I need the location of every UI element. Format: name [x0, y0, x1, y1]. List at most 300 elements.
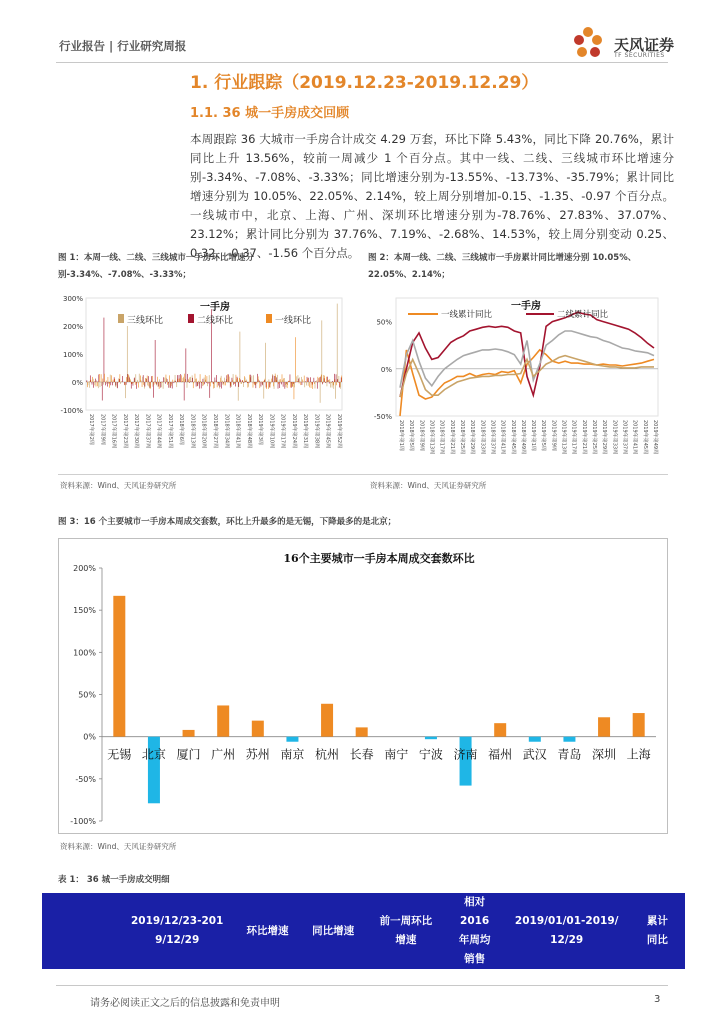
bar-mark: [246, 381, 247, 382]
bar-mark: [168, 382, 169, 388]
bar-mark: [133, 382, 134, 386]
bar-mark: [323, 382, 324, 383]
page-number: 3: [654, 994, 661, 1005]
table-header-row: [42, 893, 685, 969]
bar-mark: [172, 382, 173, 388]
footer-divider: [56, 985, 668, 986]
bar-mark: [233, 382, 234, 385]
x-tick-label: 2018年第37周: [489, 420, 496, 455]
bar-mark: [112, 382, 113, 385]
bar-mark: [282, 374, 283, 382]
bar-mark: [230, 382, 231, 386]
bar-mark: [292, 382, 293, 387]
x-tick-label: 2017年第9周: [99, 414, 106, 445]
city-bar: [356, 727, 368, 736]
bar-mark: [236, 379, 237, 382]
bar-mark: [205, 375, 206, 382]
bar-mark: [162, 382, 163, 383]
legend-label: 一线累计同比: [441, 310, 493, 320]
bar-mark: [266, 382, 267, 389]
table1-caption: 表 1： 36 城一手房成交明细: [58, 875, 170, 885]
bar-mark: [302, 382, 303, 385]
bar-mark: [190, 377, 191, 382]
bar-mark: [170, 382, 171, 388]
header-ytd-yoy: 累计同比: [646, 915, 668, 946]
x-tick-label: 2019年第24周: [290, 414, 297, 449]
bar-mark: [137, 382, 138, 383]
bar-mark: [203, 379, 204, 382]
x-tick-label: 2019年第33周: [611, 420, 618, 455]
y-tick-label: -100%: [70, 817, 96, 826]
y-tick-label: 0%: [380, 365, 392, 374]
bar-mark: [163, 382, 164, 389]
bar-mark: [174, 381, 175, 382]
bar-mark: [289, 381, 290, 382]
bar-mark: [193, 382, 194, 388]
x-tick-label: 2018年第33周: [479, 420, 486, 455]
x-tick-label: 2019年第52周: [336, 414, 342, 449]
bar-mark: [327, 377, 328, 382]
city-label: 济南: [453, 747, 478, 762]
y-tick-label: 100%: [73, 648, 96, 658]
bar-mark: [299, 382, 300, 383]
bar-mark: [118, 378, 119, 382]
bar-mark: [278, 382, 279, 384]
bar-mark: [257, 382, 258, 384]
bar-mark: [117, 382, 118, 388]
bar-mark: [285, 382, 286, 389]
bar-mark: [192, 378, 193, 382]
bar-mark: [321, 375, 322, 382]
city-label: 南京: [280, 747, 305, 762]
table-header-cell: [446, 893, 504, 969]
bar-mark: [335, 379, 336, 382]
figure3-source: 资料来源：Wind、天风证券研究所: [60, 842, 177, 851]
x-tick-label: 2018年第49周: [519, 420, 526, 455]
bar-mark: [309, 382, 310, 387]
chart-title: 一手房: [200, 302, 230, 313]
bar-mark: [281, 382, 282, 384]
bar-mark: [225, 381, 226, 382]
summary-text: 本周跟踪 36 大城市一手房合计成交 4.29 万套，环比下降 5.43%，同比下降 20.76%，累计同比上升 13.56%，较前一周减少 1 个百分点。其中一线、二线、三线城市环比增速分别-3.34%、-7.08%、-3.33%；同比增速分别为-13.55%、-13.73%、-35.79%；累计同比增速分别为 10.05%、22.05%、2.14%，较上周分别增加-0.15、-1.35、-0.97 个百分点。一线城市中，北京、上海、广州、深圳环比增速分别为-78.76%、27.83%、37.07%、23.12%；累计同比分别为 37.76%、7.19%、-2.68%、14.53%，较上周分别变动 0.25、0.32、-0.37、-1.56 个百分点。: [190, 132, 674, 260]
bar-mark: [227, 375, 228, 382]
bar-mark: [154, 381, 155, 382]
bar-mark: [114, 377, 115, 382]
bar-mark: [217, 382, 218, 383]
bar-mark: [184, 382, 185, 400]
bar-mark: [161, 382, 162, 387]
city-label: 宁波: [418, 747, 443, 762]
bar-mark: [223, 382, 224, 384]
header-yoy: 同比增速: [312, 924, 355, 937]
bar-mark: [182, 381, 183, 382]
bar-mark: [196, 382, 197, 387]
bar-mark: [255, 382, 256, 385]
bar-mark: [262, 382, 263, 385]
x-tick-label: 2018年第5周: [408, 420, 415, 451]
bar-mark: [151, 381, 152, 382]
bar-mark: [283, 378, 284, 382]
bar-mark: [147, 376, 148, 382]
bar-mark: [322, 320, 323, 382]
bar-mark: [104, 374, 105, 382]
bar-mark: [214, 382, 215, 388]
bar-mark: [289, 381, 290, 382]
city-label: 青岛: [557, 747, 582, 762]
bar-mark: [103, 382, 104, 385]
bar-mark: [336, 374, 337, 382]
chart-title: 16个主要城市一手房本周成交套数环比: [283, 552, 475, 565]
city-bar: [633, 713, 645, 737]
bar-mark: [332, 381, 333, 382]
bar-mark: [311, 382, 312, 388]
bar-mark: [91, 380, 92, 382]
bar-mark: [183, 377, 184, 382]
bar-mark: [219, 382, 220, 388]
bar-mark: [302, 379, 303, 382]
y-tick-label: 300%: [62, 295, 83, 303]
bar-mark: [263, 382, 264, 399]
bar-mark: [106, 381, 107, 382]
bar-mark: [232, 378, 233, 382]
table-header-cell: [504, 893, 630, 969]
chart-tier-ytd-yoy: [368, 290, 668, 475]
bar-mark: [121, 381, 122, 382]
bar-mark: [236, 375, 237, 382]
legend-label: 三线环比: [127, 316, 164, 326]
bar-mark: [319, 377, 320, 382]
x-tick-label: 2017年第16周: [110, 414, 117, 449]
y-tick-label: 150%: [73, 606, 96, 616]
city-bar: [529, 737, 541, 742]
bar-mark: [274, 376, 275, 382]
city-label: 深圳: [592, 747, 617, 762]
x-tick-label: 2019年第9周: [550, 420, 557, 451]
bar-mark: [235, 382, 236, 386]
bar-mark: [192, 375, 193, 382]
figure1-caption: 图 1：本周一线、二线、三线城市一手房环比增速分别-3.34%、-7.08%、-3.33%；: [58, 253, 254, 280]
figure2-source: 资料来源：Wind、天风证券研究所: [370, 481, 487, 490]
bar-mark: [258, 376, 259, 382]
bar-mark: [145, 382, 146, 387]
city-bar: [148, 737, 160, 804]
bar-mark: [257, 374, 258, 382]
bar-mark: [252, 376, 253, 382]
bar-mark: [295, 337, 296, 382]
bar-mark: [244, 382, 245, 383]
bar-mark: [180, 374, 181, 382]
bar-mark: [253, 375, 254, 382]
bar-mark: [141, 380, 142, 382]
bar-mark: [167, 382, 168, 385]
x-tick-label: 2017年第23周: [121, 414, 128, 449]
city-bar: [217, 705, 229, 736]
bar-mark: [95, 379, 96, 382]
bar-mark: [278, 382, 279, 389]
x-tick-label: 2019年第3周: [257, 414, 264, 445]
bar-mark: [245, 377, 246, 382]
footer-disclaimer: 请务必阅读正文之后的信息披露和免责申明: [90, 998, 280, 1009]
bar-mark: [299, 378, 300, 382]
bar-mark: [320, 382, 321, 403]
header-vs-2016: 相对2016年周均销售: [458, 896, 491, 965]
x-tick-label: 2019年第5周: [540, 420, 547, 451]
bar-mark: [196, 379, 197, 382]
city-label: 厦门: [176, 747, 201, 762]
bar-mark: [129, 376, 130, 382]
x-tick-label: 2019年第10周: [268, 414, 275, 449]
x-tick-label: 2018年第45周: [509, 420, 516, 455]
transactions-table: [42, 893, 685, 969]
figure2-caption: 图 2：本周一线、二线、三线城市一手房累计同比增速分别 10.05%、22.05%、2.14%；: [368, 253, 637, 280]
bar-mark: [261, 382, 262, 387]
bar-mark: [242, 380, 243, 382]
bar-mark: [142, 382, 143, 387]
bar-mark: [176, 382, 177, 387]
bar-mark: [287, 382, 288, 385]
bar-mark: [294, 382, 295, 387]
bar-mark: [97, 381, 98, 382]
summary-paragraph: [190, 130, 674, 263]
bar-mark: [184, 374, 185, 382]
bar-mark: [283, 382, 284, 387]
bar-mark: [277, 380, 278, 382]
bar-mark: [188, 380, 189, 382]
table-header-cell: [300, 893, 366, 969]
bar-mark: [337, 379, 338, 382]
bar-mark: [328, 380, 329, 382]
bar-mark: [120, 374, 121, 382]
y-tick-label: 0%: [71, 379, 83, 387]
bar-mark: [94, 381, 95, 382]
bar-mark: [116, 382, 117, 385]
bar-mark: [166, 375, 167, 382]
bar-mark: [246, 380, 247, 382]
bar-mark: [159, 379, 160, 382]
bar-mark: [231, 382, 232, 387]
bar-mark: [326, 377, 327, 382]
bar-mark: [124, 382, 125, 385]
x-tick-label: 2017年第51周: [166, 414, 173, 449]
section-subtitle: 1.1. 36 城一手房成交回顾: [190, 106, 350, 121]
bar-mark: [229, 377, 230, 382]
bar-mark: [281, 382, 282, 383]
bar-mark: [217, 382, 218, 387]
bar-mark: [213, 382, 214, 384]
bar-mark: [239, 378, 240, 382]
bar-mark: [306, 382, 307, 385]
bar-mark: [335, 382, 336, 399]
x-tick-label: 2019年第17周: [279, 414, 286, 449]
bar-mark: [92, 382, 93, 385]
bar-mark: [263, 381, 264, 382]
bar-mark: [248, 382, 249, 388]
city-label: 杭州: [315, 747, 340, 762]
bar-mark: [274, 382, 275, 389]
y-tick-label: 100%: [62, 351, 83, 359]
brand-logo-icon: [570, 24, 610, 60]
bar-mark: [320, 377, 321, 382]
x-tick-label: 2017年第44周: [155, 414, 162, 449]
bar-mark: [93, 379, 94, 382]
bar-mark: [172, 380, 173, 382]
bar-mark: [93, 382, 94, 388]
bar-mark: [221, 382, 222, 388]
bar-mark: [101, 382, 102, 386]
x-tick-label: 2019年第45周: [324, 414, 331, 449]
bar-mark: [171, 382, 172, 384]
bar-mark: [140, 375, 141, 382]
table-header-cell: [42, 893, 120, 969]
city-bar: [563, 737, 575, 742]
bar-mark: [96, 382, 97, 386]
bar-mark: [119, 379, 120, 382]
y-tick-label: 200%: [73, 564, 96, 573]
bar-mark: [300, 382, 301, 385]
bar-mark: [237, 378, 238, 382]
bar-mark: [148, 376, 149, 382]
bar-mark: [297, 381, 298, 382]
legend-swatch: [118, 314, 124, 323]
x-tick-label: 2018年第48周: [245, 414, 252, 449]
bar-mark: [108, 377, 109, 382]
bar-mark: [132, 382, 133, 383]
bar-mark: [165, 382, 166, 384]
bar-mark: [110, 375, 111, 382]
bar-mark: [211, 381, 212, 382]
bar-mark: [138, 382, 139, 388]
bar-mark: [242, 380, 243, 382]
bar-mark: [110, 382, 111, 385]
bar-mark: [304, 376, 305, 382]
bar-mark: [319, 378, 320, 382]
bar-mark: [253, 382, 254, 388]
city-bar: [252, 721, 264, 737]
legend-label: 一线环比: [275, 316, 312, 326]
bar-mark: [151, 376, 152, 382]
bar-mark: [203, 382, 204, 385]
bar-mark: [261, 381, 262, 382]
bar-mark: [220, 382, 221, 387]
bar-mark: [99, 374, 100, 382]
bar-mark: [238, 382, 239, 401]
bar-mark: [167, 379, 168, 382]
bar-mark: [333, 382, 334, 385]
bar-mark: [287, 382, 288, 388]
x-tick-label: 2019年第17周: [570, 420, 577, 455]
bar-mark: [156, 382, 157, 385]
x-tick-label: 2017年第37周: [144, 414, 151, 449]
bar-mark: [166, 378, 167, 382]
bar-mark: [95, 382, 96, 385]
bar-mark: [201, 382, 202, 388]
bar-mark: [284, 378, 285, 382]
bar-mark: [334, 374, 335, 382]
bar-mark: [136, 382, 137, 389]
x-tick-label: 2018年第21周: [448, 420, 455, 455]
bar-mark: [272, 374, 273, 382]
bar-mark: [240, 380, 241, 382]
bar-mark: [137, 380, 138, 382]
bar-mark: [273, 382, 274, 386]
header-ytd: 2019/01/01-2019/12/29: [514, 915, 619, 946]
bar-mark: [326, 382, 327, 383]
bar-mark: [118, 382, 119, 383]
x-tick-label: 2019年第41周: [631, 420, 638, 455]
bar-mark: [314, 382, 315, 384]
bar-mark: [129, 377, 130, 382]
bar-mark: [315, 382, 316, 388]
bar-mark: [248, 382, 249, 387]
bar-mark: [181, 375, 182, 382]
bar-mark: [285, 382, 286, 385]
x-tick-label: 2019年第38周: [313, 414, 320, 449]
bar-mark: [100, 382, 101, 387]
bar-mark: [87, 382, 88, 387]
bar-mark: [325, 382, 326, 383]
header-prev-wow: 前一周环比增速: [379, 915, 433, 946]
bar-mark: [230, 382, 231, 388]
plot-frame: [396, 298, 658, 416]
legend-label: 二线环比: [197, 316, 234, 326]
bar-mark: [120, 382, 121, 384]
bar-mark: [269, 379, 270, 382]
bar-mark: [186, 348, 187, 382]
bar-mark: [131, 382, 132, 389]
bar-mark: [311, 382, 312, 383]
bar-mark: [262, 382, 263, 384]
bar-mark: [158, 382, 159, 387]
bar-mark: [254, 382, 255, 384]
bar-mark: [178, 379, 179, 382]
bar-mark: [102, 379, 103, 382]
bar-mark: [207, 376, 208, 382]
bar-mark: [153, 382, 154, 387]
bar-mark: [249, 382, 250, 383]
chart-tier-wow-growth: [58, 290, 350, 475]
bar-mark: [224, 378, 225, 382]
bar-mark: [209, 375, 210, 382]
bar-mark: [150, 382, 151, 388]
city-label: 福州: [488, 747, 513, 762]
bar-mark: [267, 381, 268, 382]
bar-mark: [197, 382, 198, 386]
bar-mark: [328, 380, 329, 382]
city-label: 上海: [626, 747, 651, 762]
bar-mark: [301, 377, 302, 382]
bar-mark: [212, 381, 213, 382]
x-tick-label: 2018年第29周: [469, 420, 476, 455]
bar-mark: [331, 382, 332, 383]
x-tick-label: 2019年第45周: [641, 420, 648, 455]
bar-mark: [258, 379, 259, 382]
bar-mark: [189, 382, 190, 383]
x-tick-label: 2019年第13周: [560, 420, 567, 455]
bar-mark: [276, 377, 277, 382]
bar-mark: [308, 382, 309, 386]
city-bar: [286, 737, 298, 742]
bar-mark: [187, 382, 188, 388]
bar-mark: [241, 382, 242, 384]
bar-mark: [220, 378, 221, 382]
bar-mark: [273, 375, 274, 382]
bar-mark: [105, 382, 106, 385]
bar-mark: [219, 382, 220, 383]
bar-mark: [205, 380, 206, 382]
bar-mark: [146, 378, 147, 382]
bar-mark: [312, 382, 313, 385]
bar-mark: [208, 382, 209, 383]
